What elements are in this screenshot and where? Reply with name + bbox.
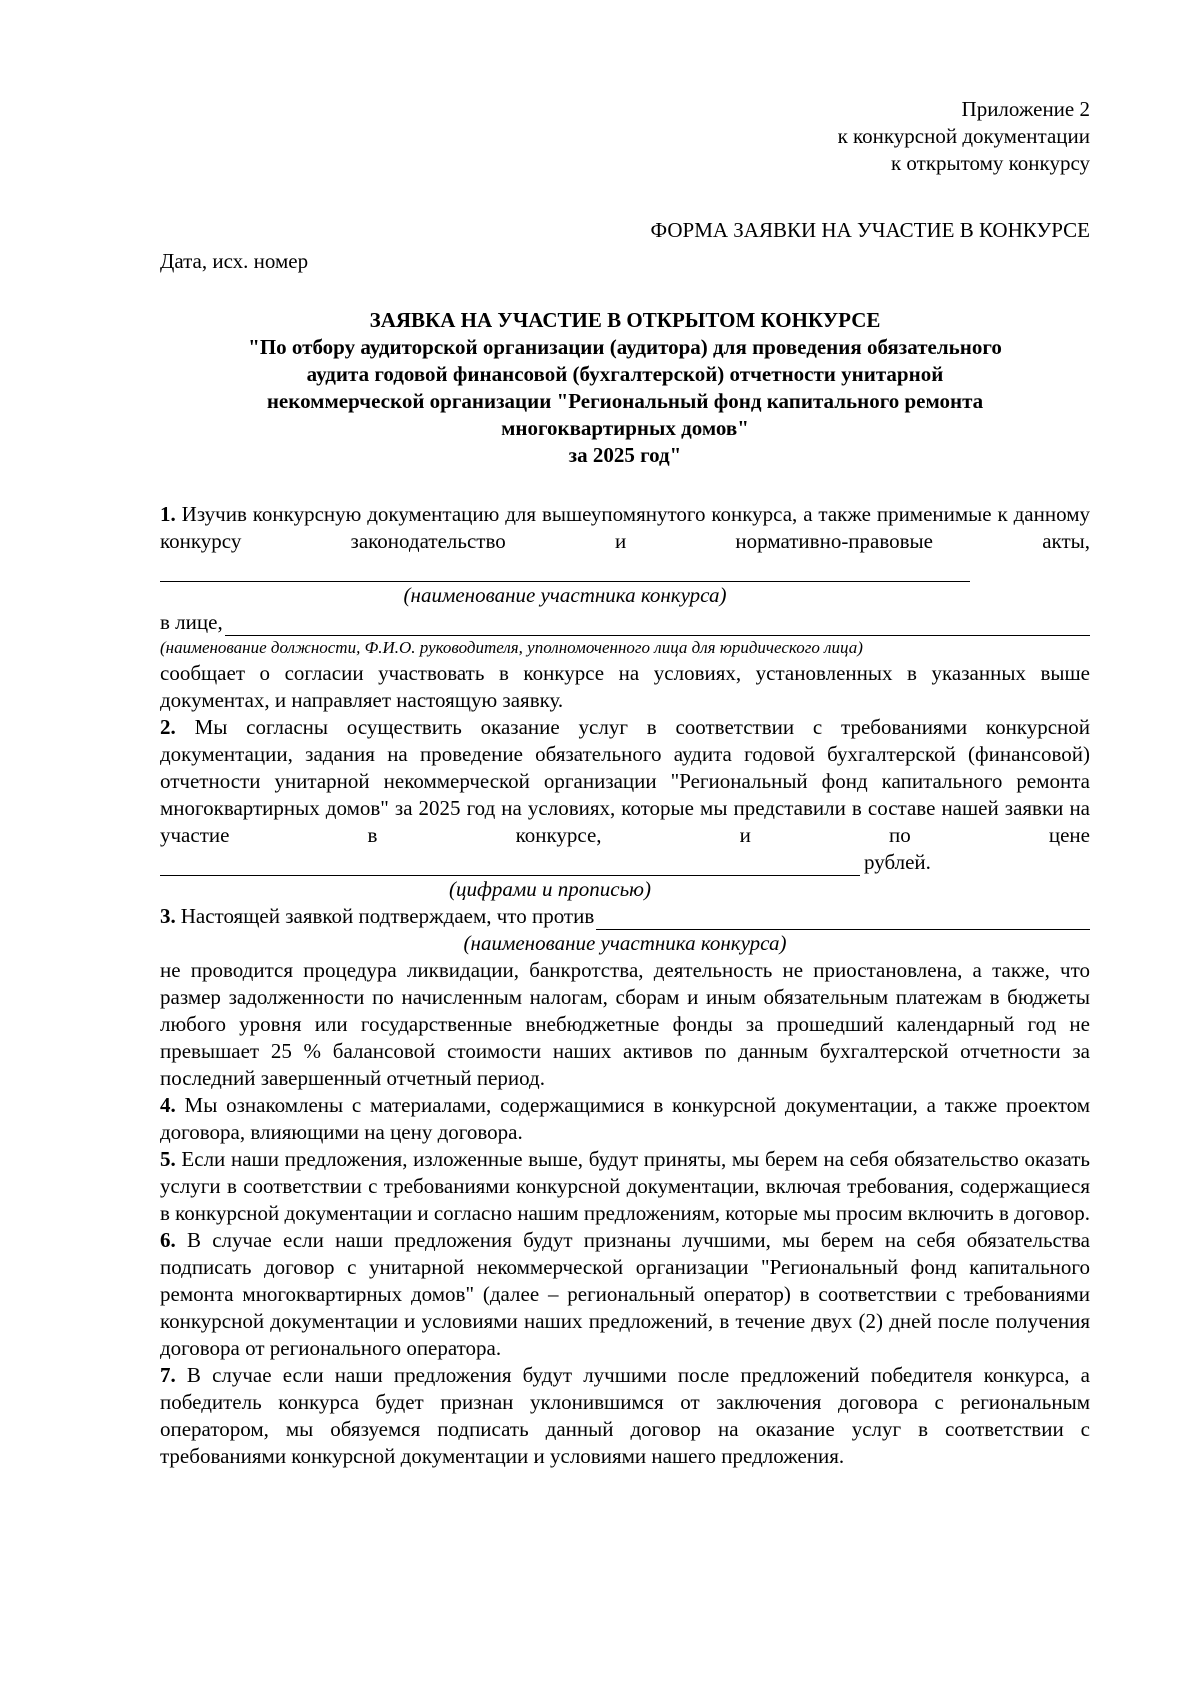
section-3-participant-field[interactable] xyxy=(596,909,1090,930)
section-2-text: Мы согласны осуществить оказание услуг в соответствии с требованиями конкурсной документации, задания на проведение обязательного аудита годовой бухгалтерской (финансовой) отчетности унитарной некоммерческой организации "Региональный фонд капитального ремонта многоквартирных домов" за 2025 год на условиях, которые мы представили в составе нашей заявки на участие в конкурсе, и по цене xyxy=(160,715,1091,847)
title-line-5: многоквартирных домов" xyxy=(501,416,749,440)
title-line-2: "По отбору аудиторской организации (аудитора) для проведения обязательного xyxy=(248,335,1002,359)
section-6 xyxy=(160,1227,1090,1362)
section-5 xyxy=(160,1146,1090,1227)
title-line-4: некоммерческой организации "Региональный фонд капитального ремонта xyxy=(266,389,984,413)
appendix-line-1: Приложение 2 xyxy=(961,97,1090,121)
section-4-number: 4. xyxy=(160,1093,176,1117)
price-row xyxy=(160,849,1090,876)
section-3-lead: Настоящей заявкой подтверждаем, что против xyxy=(180,904,595,928)
section-6-number: 6. xyxy=(160,1228,176,1252)
representative-row xyxy=(160,609,1090,636)
application-title xyxy=(160,307,1090,469)
in-person-label: в лице, xyxy=(160,610,223,634)
form-title: ФОРМА ЗАЯВКИ НА УЧАСТИЕ В КОНКУРСЕ xyxy=(650,218,1090,242)
price-caption: (цифрами и прописью) xyxy=(449,877,651,901)
date-label: Дата, исх. номер xyxy=(160,249,309,273)
section-7 xyxy=(160,1362,1090,1470)
participant-name-field[interactable] xyxy=(160,555,970,582)
section-1 xyxy=(160,501,1090,555)
title-line-6: за 2025 год" xyxy=(568,443,682,467)
section-3-text: не проводится процедура ликвидации, банкротства, деятельность не приостановлена, а также, что размер задолженности по начисленным налогам, сборам и иным обязательным платежам в бюджеты любого уровня или государственные внебюджетные фонды за прошедший календарный год не превышает 25 % балансовой стоимости наших активов по данным бухгалтерской отчетности за последний завершенный отчетный период. xyxy=(160,958,1090,1090)
section-2-number: 2. xyxy=(160,715,176,739)
section-5-number: 5. xyxy=(160,1147,176,1171)
title-line-3: аудита годовой финансовой (бухгалтерской) отчетности унитарной xyxy=(306,362,944,386)
section-3-caption: (наименование участника конкурса) xyxy=(463,931,787,955)
representative-field[interactable] xyxy=(225,615,1090,636)
section-1-number: 1. xyxy=(160,502,176,526)
appendix-block xyxy=(160,96,1090,177)
section-7-number: 7. xyxy=(160,1363,176,1387)
appendix-line-2: к конкурсной документации xyxy=(837,124,1090,148)
document-page xyxy=(160,96,1090,1470)
title-line-1: ЗАЯВКА НА УЧАСТИЕ В ОТКРЫТОМ КОНКУРСЕ xyxy=(369,308,881,332)
participant-caption: (наименование участника конкурса) xyxy=(403,583,727,607)
price-field[interactable] xyxy=(160,855,860,876)
section-4-text: Мы ознакомлены с материалами, содержащимися в конкурсной документации, а также проектом договора, влияющими на цену договора. xyxy=(160,1093,1091,1144)
rubles-label: рублей. xyxy=(864,850,931,874)
section-6-text: В случае если наши предложения будут признаны лучшими, мы берем на себя обязательства подписать договор с унитарной некоммерческой организации "Региональный фонд капитального ремонта многоквартирных домов" (далее – региональный оператор) в соответствии с требованиями конкурсной документации и условиями наших предложений, в течение двух (2) дней после получения договора от регионального оператора. xyxy=(160,1228,1090,1360)
section-1-continuation: сообщает о согласии участвовать в конкурсе на условиях, установленных в указанных выше документах, и направляет настоящую заявку. xyxy=(160,661,1090,712)
appendix-line-3: к открытому конкурсу xyxy=(890,151,1090,175)
participant-name-line xyxy=(160,555,1090,582)
section-7-text: В случае если наши предложения будут лучшими после предложений победителя конкурса, а победитель конкурса будет признан уклонившимся от заключения договора с региональным оператором, мы обязуемся подписать данный договор на оказание услуг в соответствии с требованиями конкурсной документации и условиями нашего предложения. xyxy=(160,1363,1090,1468)
section-4 xyxy=(160,1092,1090,1146)
representative-caption: (наименование должности, Ф.И.О. руководителя, уполномоченного лица для юридического лица) xyxy=(160,638,863,657)
section-1-text: Изучив конкурсную документацию для вышеупомянутого конкурса, а также применимые к данному конкурсу законодательство и нормативно-правовые акты, xyxy=(160,502,1090,553)
section-5-text: Если наши предложения, изложенные выше, будут приняты, мы берем на себя обязательство оказать услуги в соответствии с требованиями конкурсной документации, включая требования, содержащиеся в конкурсной документации и согласно нашим предложениям, которые мы просим включить в договор. xyxy=(160,1147,1090,1225)
section-3-lead-row xyxy=(160,903,1090,930)
section-2 xyxy=(160,714,1090,849)
section-3-number: 3. xyxy=(160,904,176,928)
